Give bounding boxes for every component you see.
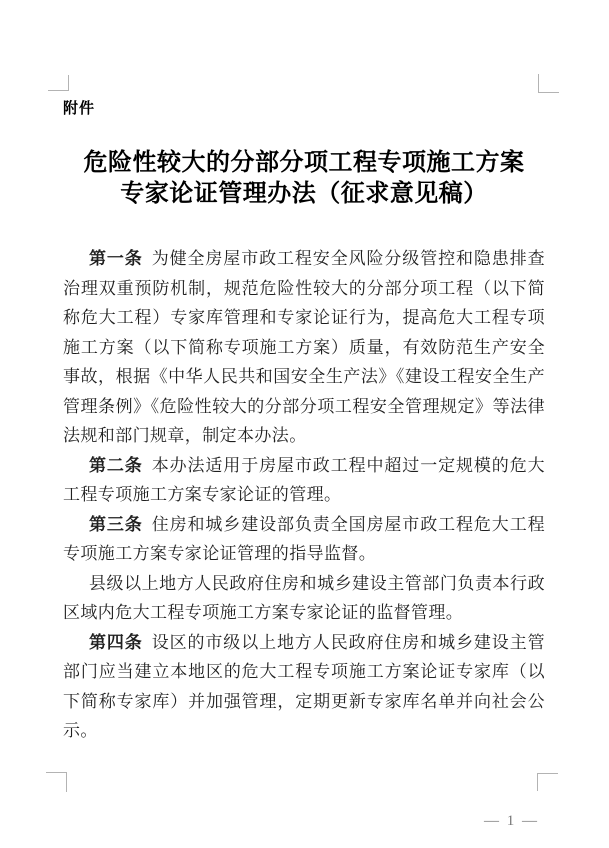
document-title-line2: 专家论证管理办法（征求意见稿） — [120, 181, 488, 207]
paragraph-text: 设区的市级以上地方人民政府住房和城乡建设主管部门应当建立本地区的危大工程专项施工方案论证专家库（以下简称专家库）并加强管理，定期更新专家库名单并向社会公示。 — [63, 632, 545, 740]
crop-mark-top-right — [538, 74, 559, 93]
page-number: — 1 — — [484, 813, 539, 829]
document-paragraph — [63, 244, 545, 451]
crop-mark-bottom-right — [537, 773, 558, 791]
document-body — [63, 244, 545, 746]
paragraph-text: 本办法适用于房屋市政工程中超过一定规模的危大工程专项施工方案专家论证的管理。 — [63, 455, 545, 504]
article-number: 第一条 — [89, 249, 143, 268]
paragraph-text: 为健全房屋市政工程安全风险分级管控和隐患排查治理双重预防机制，规范危险性较大的分部分项工程（以下简称危大工程）专家库管理和专家论证行为，提高危大工程专项施工方案（以下简称专项施工方案）质量，有效防范生产安全事故，根据《中华人民共和国安全生产法》《建设工程安全生产管理条例》《危险性较大的分部分项工程安全管理规定》等法律法规和部门规章，制定本办法。 — [63, 249, 545, 445]
document-paragraph — [63, 451, 545, 510]
document-title-line1: 危险性较大的分部分项工程专项施工方案 — [83, 150, 525, 176]
document-title — [63, 148, 545, 210]
article-number: 第四条 — [89, 632, 143, 652]
attachment-label: 附件 — [63, 100, 96, 117]
document-paragraph — [63, 510, 545, 569]
crop-mark-bottom-left — [46, 772, 67, 792]
paragraph-text: 住房和城乡建设部负责全国房屋市政工程危大工程专项施工方案专家论证管理的指导监督。 — [63, 514, 545, 563]
article-number: 第三条 — [89, 514, 143, 534]
document-paragraph — [63, 628, 545, 746]
crop-mark-top-left — [48, 75, 69, 91]
document-paragraph — [63, 569, 545, 628]
article-number: 第二条 — [89, 455, 143, 475]
paragraph-text: 县级以上地方人民政府住房和城乡建设主管部门负责本行政区域内危大工程专项施工方案专家论证的监督管理。 — [63, 573, 545, 622]
